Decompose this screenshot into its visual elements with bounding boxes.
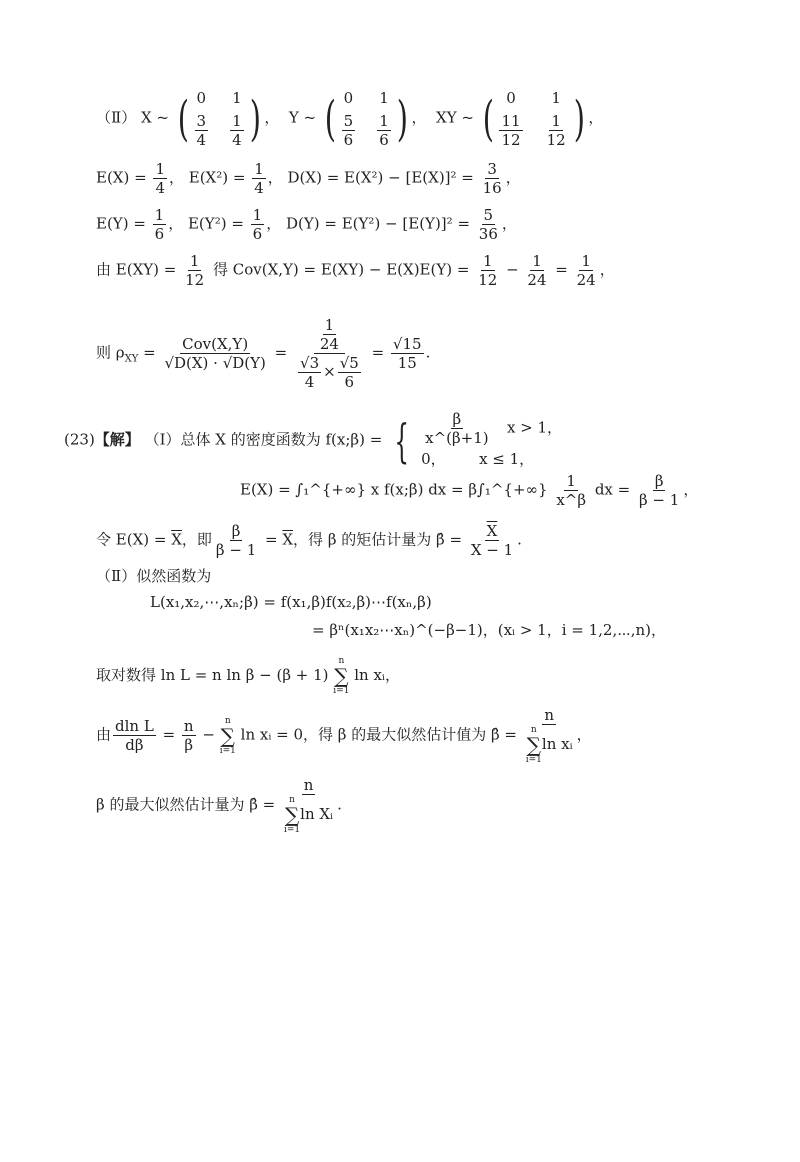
y-dist-var: Y ~ <box>288 108 317 127</box>
moment-line: 令 $E(X) = \overline{X}$，即 $\frac{\beta}{\beta - 1}$ = $\overline{X}$，得 β 的矩估计量为 β̂ = $\frac{\overline{X}}{X - 1}$ . <box>96 522 522 559</box>
rho-line: 则 $\rho_{XY}$ = $\frac{\text{Cov(X,Y)}}{√D(X) \cdot √D(Y)}$ = $\frac{1}{24}$ $\frac{√3}{4}$ × $\frac{√5}{6}$ = $\frac{√15}{15}$ . <box>96 316 431 391</box>
x-dist-matrix: ( 0 1 $\frac{3}{4}$ $\frac{1}{4}$ ) <box>177 89 261 149</box>
ey-line: E(Y) = $\frac{1}{6}$ ， E(Y²) = $\frac{1}{6}$ ， D(Y) = E(Y²) − [E(Y)]² = $\frac{5}{36}$ ， <box>96 206 517 243</box>
ex-integral-line: E(X) = ∫₁^{+∞} x f(x;β) dx = β∫₁^{+∞} $\frac{1}{x\^{}\beta}$ dx = $\frac{\beta}{\beta - 1}$ ， <box>240 472 699 509</box>
likelihood-line-2: = βⁿ(x₁x₂⋯xₙ)^(−β−1)，(xᵢ > 1，i = 1,2,⋯,n)， <box>312 621 667 639</box>
x-dist-var: X ~ <box>140 108 169 127</box>
part2-heading: （Ⅱ）似然函数为 <box>96 567 212 585</box>
distribution-line: （Ⅱ） X ~ ( 0 1 $\frac{3}{4}$ $\frac{1}{4}$ ) ， Y ~ ( 0 1 $\frac{5}{6}$ $\frac{1}{6}$ ) ， XY ~ ( 0 1 $\frac{11}{12}$ $\frac{1}{12}$ ) ， <box>96 89 604 149</box>
log-line: 取对数得 ln L = n ln β − (β + 1) n ∑ i=1 ln xᵢ， <box>96 656 400 696</box>
final-line: β 的最大似然估计量为 β̂ = n n ∑ i=1 ln Xᵢ . <box>96 776 342 835</box>
part-label: （Ⅱ） <box>96 108 137 127</box>
cov-line: 由 E(XY) = $\frac{1}{12}$ 得 Cov(X,Y) = E(XY) − E(X)E(Y) = $\frac{1}{12}$ − $\frac{1}{24}$ = $\frac{1}{24}$ ， <box>96 252 615 289</box>
xy-dist-var: XY ~ <box>436 108 474 127</box>
y-dist-matrix: ( 0 1 $\frac{5}{6}$ $\frac{1}{6}$ ) <box>324 89 408 149</box>
likelihood-line-1: L(x₁,x₂,⋯,xₙ;β) = f(x₁,β)f(x₂,β)⋯f(xₙ,β) <box>150 593 432 611</box>
density-cases: $\frac{\beta}{x\^{}(\beta+1)}$ x > 1， 0， x ≤ 1， <box>421 410 563 468</box>
xy-dist-matrix: ( 0 1 $\frac{11}{12}$ $\frac{1}{12}$ ) <box>482 89 585 149</box>
q23-heading: (23)【解】 （Ⅰ）总体 X 的密度函数为 f(x;β) = { $\frac{\beta}{x\^{}(\beta+1)}$ x > 1， 0， x ≤ 1， <box>64 410 562 471</box>
derivative-line: 由 $\frac{\text{dln L}}{d\beta}$ = $\frac{n}{\beta}$ − n ∑ i=1 ln xᵢ = 0，得 β 的最大似然估计值为 β̂ = n n ∑ i=1 ln xᵢ ， <box>96 706 592 765</box>
ex-line: E(X) = $\frac{1}{4}$ ， E(X²) = $\frac{1}{4}$ ， D(X) = E(X²) − [E(X)]² = $\frac{3}{16}$ ， <box>96 160 521 197</box>
